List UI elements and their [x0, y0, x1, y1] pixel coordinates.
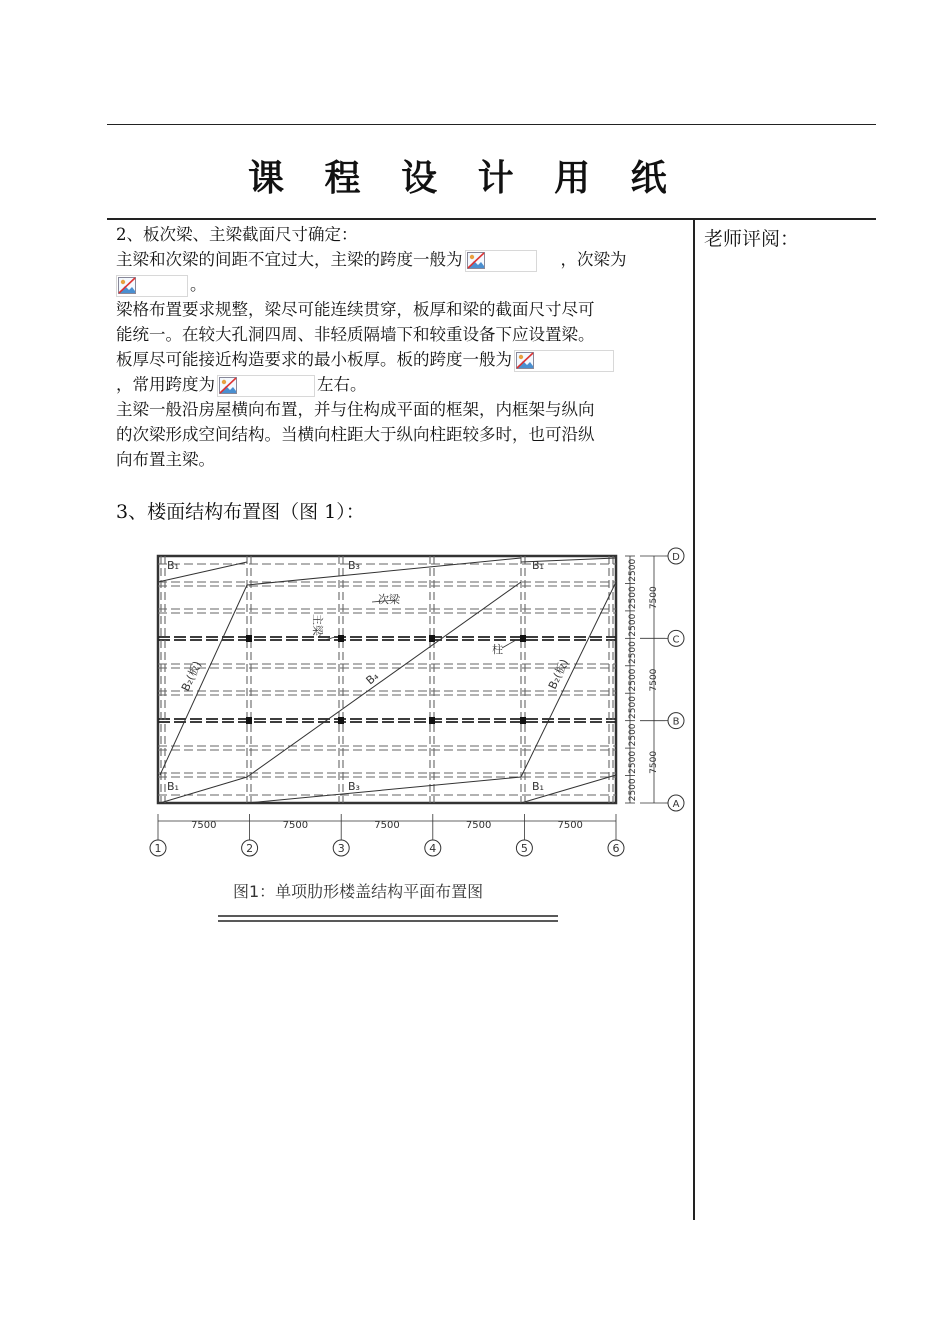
columns [246, 635, 526, 724]
sub-dim-label: 2500 [628, 586, 638, 610]
label-b3: B₃ [348, 559, 360, 572]
label-b1: B₁ [167, 780, 179, 793]
broken-image-icon [467, 252, 485, 269]
section2-heading: 2、板次梁、主梁截面尺寸确定： [116, 225, 358, 244]
section3-heading: 3、楼面结构布置图（图 1）： [116, 501, 365, 523]
label-b2: B₂(板) [545, 657, 572, 692]
table-top-rule [107, 218, 876, 220]
bay-dim-label: 7500 [374, 820, 400, 831]
main-beams [158, 637, 616, 722]
bay-dim-label: 7500 [191, 820, 217, 831]
sub-dim-label: 2500 [628, 613, 638, 637]
bottom-dimensions [158, 814, 616, 840]
sub-dim-label: 2500 [628, 558, 638, 582]
axis-label-column: 3 [337, 842, 345, 855]
axis-label-column: 2 [246, 842, 254, 855]
axis-label-column: 4 [429, 842, 437, 855]
image-placeholder [217, 375, 315, 397]
row-dim-label: 7500 [649, 586, 659, 610]
label-b3: B₃ [348, 780, 360, 793]
sub-dim-label: 2500 [628, 696, 638, 719]
broken-image-icon [118, 277, 136, 294]
image-placeholder [465, 250, 537, 272]
label-secondary-beam: 次梁 [378, 593, 400, 606]
row-dim-label: 7500 [649, 668, 659, 692]
sub-dim-label: 2500 [628, 668, 638, 692]
floor-plan-figure [140, 540, 700, 940]
teacher-review-label: 老师评阅： [704, 228, 800, 250]
image-placeholder [514, 350, 614, 372]
axis-label-column: 6 [612, 842, 620, 855]
axis-label-column: 5 [520, 842, 528, 855]
bay-dim-label: 7500 [557, 820, 583, 831]
page-title: 课 程 设 计 用 纸 [248, 158, 681, 199]
broken-image-icon [516, 352, 534, 369]
top-rule [107, 124, 876, 125]
right-dimensions [625, 556, 665, 803]
sub-dim-label: 2500 [628, 750, 638, 774]
axis-label-row: C [672, 634, 680, 646]
axis-label-row: D [672, 552, 680, 563]
label-column: 柱 [492, 643, 503, 656]
axis-label-row: A [672, 799, 680, 810]
label-b1: B₁ [532, 559, 544, 572]
broken-image-icon [219, 377, 237, 394]
label-b4: B₄ [363, 669, 382, 688]
row-dim-label: 7500 [649, 750, 659, 774]
label-b1: B₁ [167, 559, 179, 572]
image-placeholder [116, 275, 188, 297]
figure-caption: 图1：单项肋形楼盖结构平面布置图 [233, 882, 484, 901]
axis-label-row: B [672, 716, 680, 728]
sub-dim-label: 2500 [628, 641, 638, 665]
bay-dim-label: 7500 [465, 820, 492, 831]
axis-bubbles [150, 548, 684, 856]
sub-dim-label: 2500 [628, 778, 638, 802]
label-main-beam: 主梁 [311, 614, 324, 636]
sub-dim-label: 2500 [628, 723, 638, 747]
label-b1: B₁ [532, 780, 544, 793]
section2-body: 2、板次梁、主梁截面尺寸确定： 主梁和次梁的间距不宜过大，主梁的跨度一般为 ，次梁为 。 梁格布置要求规整，梁尽可能连续贯穿，板厚和梁的截面尺寸尽可 能统一。在较大孔洞四周、非轻质隔墙下和较重设备下应设置梁。 板厚尽可能接近构造要求的最小板厚。板的跨度一般为 ，常用跨度为 左右。 主梁一般沿房屋横向布置，并与住构成平面的框架，内框架与纵向 的次梁形成空间结构。当横向柱距大于纵向柱距较多时，也可沿纵 向布置主梁。 [116, 222, 688, 472]
bay-dim-label: 7500 [282, 820, 309, 831]
label-b2: B₂(板) [178, 659, 205, 694]
axis-label-column: 1 [154, 842, 162, 855]
